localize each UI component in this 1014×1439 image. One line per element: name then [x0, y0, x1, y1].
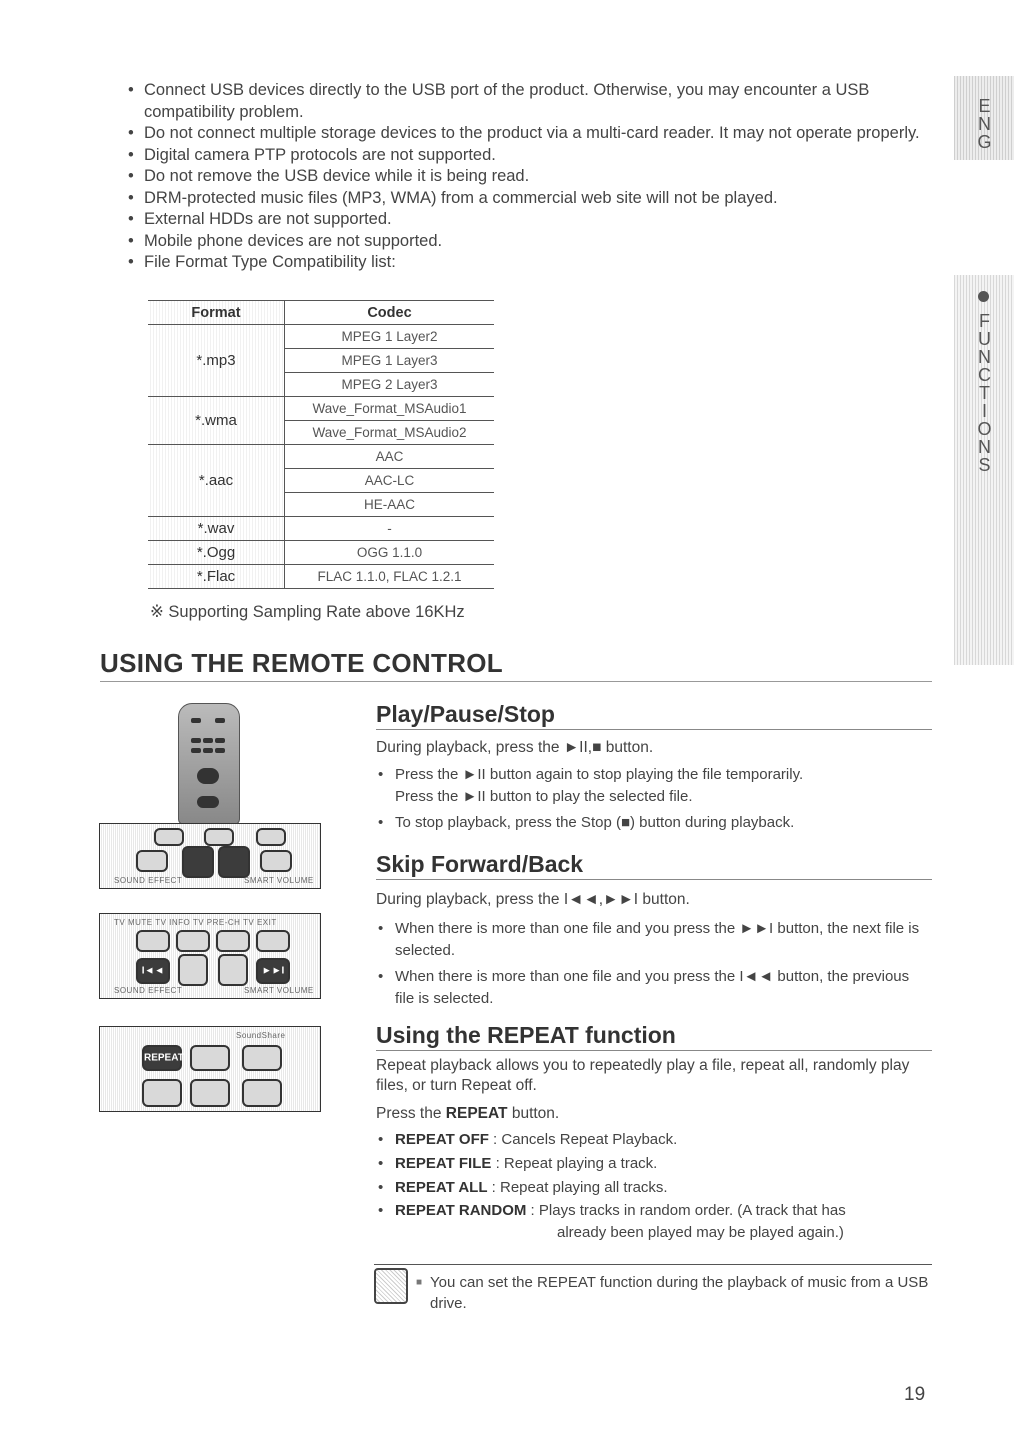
remote-panel-play-buttons [99, 823, 321, 889]
list-item-line: Press the ►II button to play the selected file. [395, 788, 693, 805]
table-row [148, 517, 494, 541]
list-item [378, 764, 932, 808]
remote-key-icon [218, 954, 248, 986]
remote-key-icon [142, 1079, 182, 1107]
table-row [148, 541, 494, 565]
codec-cell: OGG 1.1.0 [285, 541, 495, 565]
panel-label: SMART VOLUME [244, 986, 314, 995]
list-item: • Connect USB devices directly to the USB port of the product. Otherwise, you may encounter a USB compatibility problem. [128, 80, 928, 123]
play-bullets [378, 764, 932, 834]
stop-key-icon [182, 846, 214, 878]
list-item: • Do not remove the USB device while it is being read. [128, 166, 928, 188]
list-item: • External HDDs are not supported. [128, 209, 928, 231]
format-cell: *.aac [148, 445, 285, 517]
codec-cell: Wave_Format_MSAudio1 [285, 397, 495, 421]
list-item: • When there is more than one file and you press the I◄◄ button, the previous file is selected. [378, 966, 932, 1010]
remote-panel-repeat-button [99, 1026, 321, 1112]
remote-button-icon [215, 738, 225, 743]
remote-button-icon [203, 748, 213, 753]
section-tab-label: FUNCTIONS [974, 311, 995, 473]
remote-button-icon [203, 738, 213, 743]
codec-cell: MPEG 1 Layer3 [285, 349, 495, 373]
repeat-intro: Repeat playback allows you to repeatedly play a file, repeat all, randomly play files, or turn Repeat off. [376, 1057, 910, 1094]
codec-cell: AAC [285, 445, 495, 469]
remote-button-icon [197, 796, 219, 808]
remote-key-icon [154, 828, 184, 846]
format-cell: *.Ogg [148, 541, 285, 565]
remote-key-icon [136, 930, 170, 952]
language-tab-label: ENG [974, 96, 995, 150]
codec-cell: MPEG 2 Layer3 [285, 373, 495, 397]
sampling-rate-note: ※ Supporting Sampling Rate above 16KHz [150, 603, 465, 621]
codec-cell: AAC-LC [285, 469, 495, 493]
tip-marker: ■ [416, 1277, 423, 1288]
repeat-key-icon [142, 1045, 182, 1071]
list-item [378, 1200, 932, 1244]
remote-button-icon [215, 748, 225, 753]
codec-cell: HE-AAC [285, 493, 495, 517]
list-item [378, 1152, 932, 1176]
skip-bullets [378, 918, 932, 1010]
press-key: REPEAT [445, 1105, 508, 1122]
panel-label: TV MUTE TV INFO TV PRE-CH TV EXIT [114, 918, 277, 927]
repeat-press-instruction [376, 1104, 932, 1124]
remote-key-icon [242, 1045, 282, 1071]
list-item-line: • To stop playback, press the Stop (■) button during playback. [395, 814, 795, 831]
repeat-mode-desc: : Cancels Repeat Playback. [488, 1131, 678, 1148]
repeat-mode-name: REPEAT FILE [395, 1155, 492, 1172]
table-row [148, 325, 494, 349]
remote-key-icon [242, 1079, 282, 1107]
repeat-mode-name: REPEAT OFF [395, 1131, 489, 1148]
remote-key-icon [178, 954, 208, 986]
codec-cell: FLAC 1.1.0, FLAC 1.2.1 [285, 565, 495, 589]
remote-nav-pad-icon [197, 768, 219, 784]
format-cell: *.Flac [148, 565, 285, 589]
list-item: • Mobile phone devices are not supported. [128, 231, 928, 253]
tip-body: You can set the REPEAT function during the playback of music from a USB drive. [430, 1274, 929, 1312]
repeat-mode-name: REPEAT RANDOM [395, 1202, 527, 1219]
repeat-mode-desc: : Repeat playing a track. [491, 1155, 658, 1172]
skip-forward-key-icon [256, 958, 290, 984]
tip-text [416, 1272, 932, 1314]
list-item: • DRM-protected music files (MP3, WMA) from a commercial web site will not be played. [128, 188, 928, 210]
format-compatibility-table [148, 300, 494, 589]
note-pencil-icon [374, 1268, 408, 1304]
list-item [378, 812, 932, 834]
remote-key-icon [176, 930, 210, 952]
language-tab [954, 76, 1014, 160]
format-cell: *.wma [148, 397, 285, 445]
list-item: • When there is more than one file and you press the ►►I button, the next file is selected. [378, 918, 932, 962]
remote-button-icon [191, 748, 201, 753]
format-cell: *.mp3 [148, 325, 285, 397]
codec-cell: MPEG 1 Layer2 [285, 325, 495, 349]
play-intro: During playback, press the ►II,■ button. [376, 739, 654, 756]
table-header-row [148, 301, 494, 325]
repeat-mode-desc-cont: already been played may be played again.) [557, 1224, 844, 1241]
remote-key-icon [216, 930, 250, 952]
press-suffix: button. [507, 1105, 560, 1122]
repeat-mode-desc: : Repeat playing all tracks. [487, 1179, 668, 1196]
list-item: • File Format Type Compatibility list: [128, 252, 928, 274]
codec-cell: - [285, 517, 495, 541]
repeat-key-label: REPEAT [144, 1052, 184, 1064]
list-item: • Digital camera PTP protocols are not supported. [128, 145, 928, 167]
panel-label: SMART VOLUME [244, 876, 314, 885]
usb-notes-list [128, 80, 928, 274]
skip-back-key-icon [136, 958, 170, 984]
remote-key-icon [190, 1079, 230, 1107]
list-item [378, 1176, 932, 1200]
repeat-mode-desc: : Plays tracks in random order. (A track that has [526, 1202, 846, 1219]
format-header: Format [148, 301, 285, 325]
skip-back-key-label: I◄◄ [141, 965, 165, 977]
table-row [148, 397, 494, 421]
table-row [148, 445, 494, 469]
remote-button-icon [215, 718, 225, 723]
panel-label: SOUND EFFECT [114, 986, 183, 995]
format-cell: *.wav [148, 517, 285, 541]
remote-button-icon [191, 718, 201, 723]
panel-label: SoundShare [236, 1031, 286, 1040]
remote-key-icon [256, 828, 286, 846]
remote-key-icon [256, 930, 290, 952]
tip-divider [374, 1264, 932, 1265]
list-item-line: • Press the ►II button again to stop playing the file temporarily. [395, 766, 804, 783]
remote-key-icon [260, 850, 292, 872]
skip-forward-key-label: ►►I [261, 965, 285, 977]
page-number: 19 [904, 1384, 926, 1405]
remote-key-icon [136, 850, 168, 872]
remote-key-icon [204, 828, 234, 846]
bullet-dot-icon [978, 291, 989, 302]
repeat-modes-list [378, 1128, 932, 1244]
play-pause-key-icon [218, 846, 250, 878]
skip-intro: During playback, press the I◄◄,►►I button. [376, 891, 690, 908]
section-title: USING THE REMOTE CONTROL [100, 648, 932, 682]
remote-control-illustration [178, 703, 240, 825]
remote-key-icon [190, 1045, 230, 1071]
codec-cell: Wave_Format_MSAudio2 [285, 421, 495, 445]
codec-header: Codec [285, 301, 495, 325]
table-row [148, 565, 494, 589]
panel-label: SOUND EFFECT [114, 876, 183, 885]
section-tab [954, 275, 1014, 665]
press-prefix: Press the [376, 1105, 446, 1122]
remote-button-icon [191, 738, 201, 743]
list-item: • Do not connect multiple storage devices to the product via a multi-card reader. It may not operate properly. [128, 123, 928, 145]
list-item [378, 1128, 932, 1152]
remote-panel-skip-buttons [99, 913, 321, 999]
play-pause-stop-title: Play/Pause/Stop [376, 701, 932, 730]
repeat-function-title: Using the REPEAT function [376, 1022, 932, 1051]
repeat-mode-name: REPEAT ALL [395, 1179, 488, 1196]
skip-forward-back-title: Skip Forward/Back [376, 851, 932, 880]
